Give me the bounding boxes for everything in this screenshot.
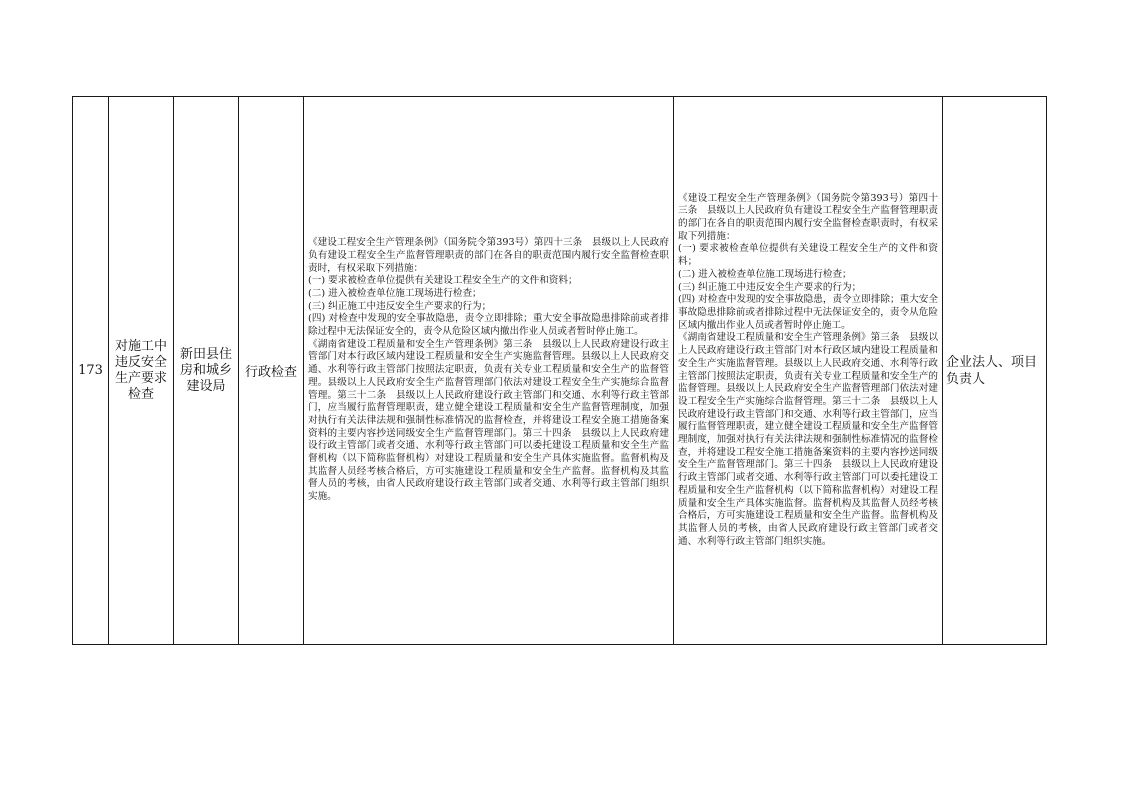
item-name: 对施工中违反安全生产要求检查 bbox=[114, 338, 167, 402]
inspection-type-cell bbox=[239, 97, 304, 645]
basis-paragraph: (三) 纠正施工中违反安全生产要求的行为； bbox=[308, 300, 492, 312]
basis-paragraph: 《建设工程安全生产管理条例》（国务院令第393号）第四十三条 县级以上人民政府负有建设工程安全生产监督管理职责的部门在各自的职责范围内履行安全监督检查职责时，有权采取下列措施： bbox=[308, 237, 669, 274]
department-cell bbox=[174, 97, 239, 645]
row-number: 173 bbox=[78, 363, 103, 378]
basis-paragraph: (四) 对检查中发现的安全事故隐患，责令立即排除；重大安全事故隐患排除前或者排除过程中无法保证安全的，责令从危险区域内撤出作业人员或者暂时停止施工。 bbox=[308, 313, 669, 338]
basis-paragraph: 《湖南省建设工程质量和安全生产管理条例》第三条 县级以上人民政府建设行政主管部门对本行政区域内建设工程质量和安全生产实施监督管理。县级以上人民政府交通、水利等行政主管部门按照法定职责，负责有关专业工程质量和安全生产的监督管理。县级以上人民政府安全生产监督管理部门依法对建设工程安全生产实施综合监督管理。第三十二条 县级以上人民政府建设行政主管部门和交通、水利等行政主管部门，应当履行监督管理职责，建立健全建设工程质量和安全生产监督管理制度，加强对执行有关法律法规和强制性标准情况的监督检查，并将建设工程安全施工措施备案资料的主要内容抄送同级安全生产监督管理部门。第三十四条 县级以上人民政府建设行政主管部门或者交通、水利等行政主管部门可以委托建设工程质量和安全生产监督机构（以下简称监督机构）对建设工程质量和安全生产具体实施监督。监督机构及其监督人员经考核合格后，方可实施建设工程质量和安全生产监督。监督机构及其监督人员的考核，由省人民政府建设行政主管部门或者交通、水利等行政主管部门组织实施。 bbox=[308, 338, 669, 503]
row-number-cell bbox=[73, 97, 109, 645]
item-name-cell bbox=[109, 97, 174, 645]
basis-paragraph: (四) 对检查中发现的安全事故隐患，责令立即排除；重大安全事故隐患排除前或者排除过程中无法保证安全的，责令从危险区域内撤出作业人员或者暂时停止施工。 bbox=[678, 294, 938, 331]
responsible-party-cell bbox=[943, 97, 1047, 645]
inspection-type: 行政检查 bbox=[244, 365, 297, 380]
basis-paragraph: (一) 要求被检查单位提供有关建设工程安全生产的文件和资料； bbox=[678, 243, 938, 268]
basis-paragraph: (三) 纠正施工中违反安全生产要求的行为； bbox=[678, 281, 862, 293]
legal-basis-text bbox=[304, 237, 673, 504]
responsible-party: 企业法人、项目负责人 bbox=[946, 354, 1038, 387]
basis-paragraph: (二) 进入被检查单位施工现场进行检查； bbox=[308, 287, 482, 299]
department-name: 新田县住房和城乡建设局 bbox=[179, 346, 232, 394]
basis-paragraph: 《湖南省建设工程质量和安全生产管理条例》第三条 县级以上人民政府建设行政主管部门对本行政区域内建设工程质量和安全生产实施监督管理。县级以上人民政府交通、水利等行政主管部门按照法定职责，负责有关专业工程质量和安全生产的监督管理。县级以上人民政府安全生产监督管理部门依法对建设工程安全生产实施综合监督管理。第三十二条 县级以上人民政府建设行政主管部门和交通、水利等行政主管部门，应当履行监督管理职责，建立健全建设工程质量和安全生产监督管理制度，加强对执行有关法律法规和强制性标准情况的监督检查，并将建设工程安全施工措施备案资料的主要内容抄送同级安全生产监督管理部门。第三十四条 县级以上人民政府建设行政主管部门或者交通、水利等行政主管部门可以委托建设工程质量和安全生产监督机构（以下简称监督机构）对建设工程质量和安全生产具体实施监督。监督机构及其监督人员经考核合格后，方可实施建设工程质量和安全生产监督。监督机构及其监督人员的考核，由省人民政府建设行政主管部门或者交通、水利等行政主管部门组织实施。 bbox=[678, 332, 938, 547]
responsibility-basis-text bbox=[674, 193, 942, 549]
regulation-table bbox=[72, 96, 1047, 645]
responsibility-basis-cell bbox=[674, 97, 943, 645]
table-row bbox=[73, 97, 1047, 645]
basis-paragraph: (二) 进入被检查单位施工现场进行检查； bbox=[678, 268, 852, 280]
basis-paragraph: 《建设工程安全生产管理条例》（国务院令第393号）第四十三条 县级以上人民政府负有建设工程安全生产监督管理职责的部门在各自的职责范围内履行安全监督检查职责时，有权采取下列措施： bbox=[678, 192, 938, 242]
basis-paragraph: (一) 要求被检查单位提供有关建设工程安全生产的文件和资料； bbox=[308, 275, 578, 287]
legal-basis-cell bbox=[304, 97, 674, 645]
